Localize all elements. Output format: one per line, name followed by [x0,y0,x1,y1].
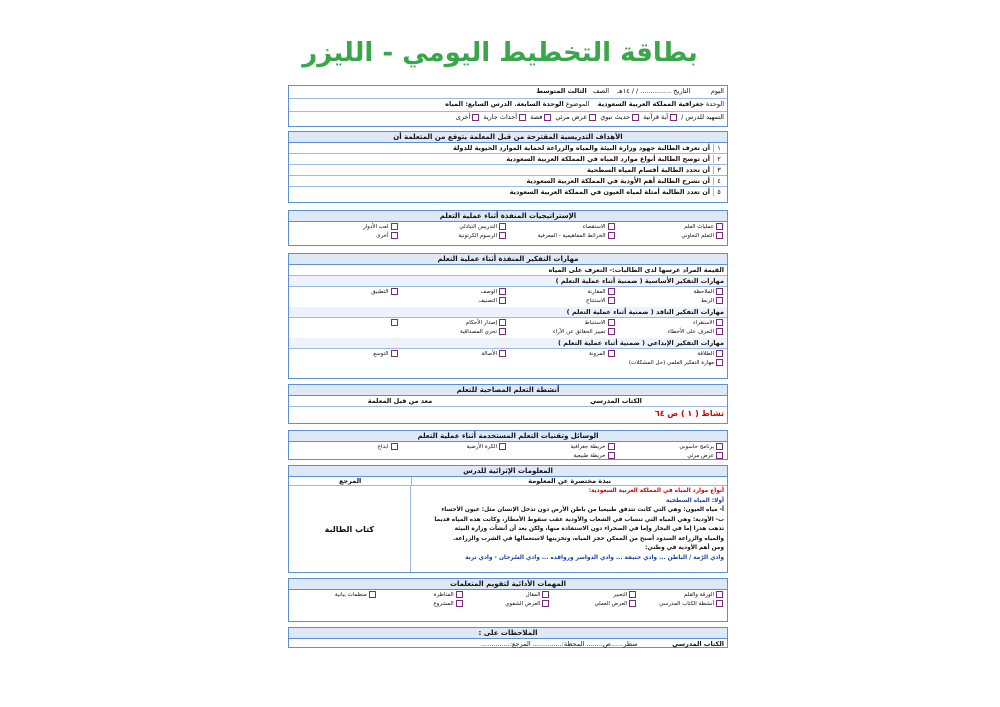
checkbox-icon[interactable] [391,443,398,450]
checkbox-icon[interactable] [499,328,506,335]
checkbox-icon[interactable] [589,114,596,121]
class-value: الثالث المتوسط [536,87,587,95]
objectives-header: الأهداف التدريسية المقترحة من قبل المعلمة يتوقع من المتعلمة أن [289,132,727,143]
skill-option[interactable]: الوصف [400,288,509,297]
checkbox-icon[interactable] [608,223,615,230]
checkbox-icon[interactable] [632,114,639,121]
skill-option[interactable]: التعرف على الأخطاء [617,328,726,337]
header-info [288,85,728,127]
skill-option[interactable]: التطبيق [291,288,400,297]
tool-option[interactable]: خريطة جغرافية [508,443,617,452]
unit-value: جغرافية المملكة العربية السعودية [597,100,704,108]
checkbox-icon[interactable] [716,288,723,295]
objective-row: ٣أن تحدد الطالبة أقسام المياه السطحية [289,165,727,176]
date-field[interactable]: التاريخ ............... / / ١٤هـ [617,87,691,95]
checkbox-icon[interactable] [542,591,549,598]
task-option[interactable]: التعبير [551,591,638,600]
checkbox-icon[interactable] [716,297,723,304]
checkbox-icon[interactable] [608,232,615,239]
objective-row: ١أن تعرف الطالبة جهود وزارة البيئة والمياه والزراعة لحماية الموارد الحيوية للدولة [289,143,727,154]
topic-label: الموضوع [565,100,590,108]
checkbox-icon[interactable] [716,591,723,598]
intro-option[interactable]: قصة [530,113,553,121]
strategy-option[interactable]: لعب الأدوار [291,223,400,232]
checkbox-icon[interactable] [544,114,551,121]
activities-col-book: الكتاب المدرسي [590,397,642,405]
strategy-option[interactable]: التعلم التعاوني [617,232,726,241]
checkbox-icon[interactable] [519,114,526,121]
checkbox-icon[interactable] [716,232,723,239]
checkbox-icon[interactable] [391,350,398,357]
objective-row: ٢أن توضح الطالبة أنواع موارد المياه في المملكة العربية السعودية [289,154,727,165]
page-title: بطاقة التخطيط اليومي - الليزر [302,38,698,68]
checkbox-icon[interactable] [499,319,506,326]
task-option[interactable]: المناظرة [378,591,465,600]
checkbox-icon[interactable] [716,223,723,230]
checkbox-icon[interactable] [499,350,506,357]
checkbox-icon[interactable] [608,452,615,459]
skill-option[interactable]: المرونة [508,350,617,359]
day-label: اليوم [710,87,724,95]
tools-header: الوسائل وتقنيات التعلم المستخدمة أثناء عملية التعلم [289,431,727,442]
notes-section [288,627,728,648]
checkbox-icon[interactable] [499,232,506,239]
checkbox-icon[interactable] [499,297,506,304]
objective-row: ٥أن تعدد الطالبة أمثلة لمياه العيون في المملكة العربية السعودية [289,187,727,197]
checkbox-icon[interactable] [716,328,723,335]
intro-option[interactable]: حديث نبوي [600,113,641,121]
strategy-option[interactable]: الخرائط المفاهيمية - المعرفية [508,232,617,241]
enrichment-header: المعلومات الإثرائية للدرس [289,466,727,477]
tasks-section [288,578,728,622]
strategy-option[interactable]: عمليات العلم [617,223,726,232]
intro-option[interactable]: آية قرآنية [643,113,679,121]
checkbox-icon[interactable] [629,591,636,598]
strategies-section [288,210,728,246]
notes-header: الملاحظات على : [289,628,727,639]
checkbox-icon[interactable] [499,223,506,230]
task-option[interactable]: المشروع [378,600,465,609]
intro-option[interactable]: أحداث جارية [483,113,528,121]
skill-option[interactable]: التوسع [291,350,400,359]
tool-option[interactable]: الكرة الأرضية [400,443,509,452]
skill-option[interactable]: تمييز الحقائق عن الآراء [508,328,617,337]
checkbox-icon[interactable] [542,600,549,607]
tasks-header: المهمات الأدائية لتقويم المتعلمات [289,579,727,590]
strategy-option[interactable]: أخرى [291,232,400,241]
unit-label: الوحدة [706,100,724,108]
tool-option[interactable]: ابداع [291,443,400,452]
basic-title: مهارات التفكير الأساسية ( ضمنية أثناء عملية التعلم ) [289,276,727,287]
checkbox-icon[interactable] [608,319,615,326]
checkbox-icon[interactable] [472,114,479,121]
checkbox-icon[interactable] [608,350,615,357]
enrichment-section [288,465,728,573]
thinking-section [288,253,728,379]
planning-card [288,85,728,648]
checkbox-icon[interactable] [391,232,398,239]
tools-section [288,430,728,460]
checkbox-icon[interactable] [608,288,615,295]
checkbox-icon[interactable] [670,114,677,121]
checkbox-icon[interactable] [499,288,506,295]
skill-option[interactable]: الاستنباط [508,319,617,328]
skill-option[interactable]: الاستقراء [617,319,726,328]
topic-value: الوحدة السابعة. الدرس السابع: المياه [445,100,564,108]
checkbox-icon[interactable] [716,350,723,357]
skill-option[interactable]: إصدار الأحكام [400,319,509,328]
class-label: الصف [592,87,610,95]
enrich-reference: كتاب الطالبة [324,524,375,534]
intro-option[interactable]: عرض مرئي [555,113,598,121]
tool-option[interactable]: عرض مرئي [617,452,726,461]
checkbox-icon[interactable] [456,591,463,598]
checkbox-icon[interactable] [716,600,723,607]
skill-option[interactable]: تحري المصداقية [400,328,509,337]
activity-value: نشاط ( ١ ) ص ٦٤ [654,409,724,418]
creative-title: مهارات التفكير الإبداعي ( ضمنية أثناء عملية التعلم ) [289,338,727,349]
checkbox-icon[interactable] [391,319,398,326]
skill-option[interactable]: الاستنتاج [508,297,617,306]
tool-option[interactable]: خريطة طبيعية [508,452,617,461]
checkbox-icon[interactable] [608,328,615,335]
activities-header: أنشطة التعلم المصاحبة للتعلم [289,385,727,396]
checkbox-icon[interactable] [716,443,723,450]
critical-title: مهارات التفكير الناقد ( ضمنية أثناء عملية التعلم ) [289,307,727,318]
enrich-col-ref: المرجع [339,477,362,485]
notes-line[interactable]: سطر......ص........ المحظة:.............. المرجع:.............. [480,640,638,648]
skill-option[interactable]: الأصالة [400,350,509,359]
checkbox-icon[interactable] [391,288,398,295]
task-option[interactable]: العرض الشفوي [465,600,552,609]
checkbox-icon[interactable] [369,591,376,598]
activities-col-teacher: معد من قبل المعلمة [367,397,433,405]
task-option[interactable]: الورقة والقلم [638,591,725,600]
checkbox-icon[interactable] [608,443,615,450]
skill-option[interactable]: الملاحظة [617,288,726,297]
checkbox-icon[interactable] [629,600,636,607]
intro-option[interactable]: أخرى [456,113,482,121]
notes-book-label: الكتاب المدرسي [672,640,724,648]
task-option[interactable]: أنشطة الكتاب المدرسي [638,600,725,609]
task-option[interactable]: العرض العملي [551,600,638,609]
checkbox-icon[interactable] [391,223,398,230]
skill-option[interactable]: الطلاقة [617,350,726,359]
checkbox-icon[interactable] [456,600,463,607]
skill-option[interactable]: مهارة التفكير العلمي (حل المشكلات) [465,359,725,368]
skill-option[interactable]: التصنيف [400,297,509,306]
checkbox-icon[interactable] [716,359,723,366]
objective-row: ٤أن تشرح الطالبة أهم الأودية في المملكة العربية السعودية [289,176,727,187]
checkbox-icon[interactable] [716,452,723,459]
strategy-option[interactable]: التدريس التبادلي [400,223,509,232]
checkbox-icon[interactable] [716,319,723,326]
thinking-header: مهارات التفكير المنفذة أثناء عملية التعلم [289,254,727,265]
activities-section [288,384,728,424]
objectives-section [288,131,728,203]
enrich-text: أنواع موارد المياه في المملكة العربية السعودية: أولا: المياه السطحية أ- مياه العيون: وهي التي كانت تتدفق طبيعيا من باطن الأرض دون تدخل الإنسان مثل: عيون الأحساء ب- الأودية: وهي المياه التي تنساب في الشعاب والأودية عقب سقوط الأمطار، وكانت هذه المياه قديما تذهب هدرا إما في البحار وإما في الصحراء دون الاستفادة منها، ولكن بعد أن أنشأت وزارة البيئة والمياه والزراعة السدود أصبح من الممكن حجز المياه، وتخزينها لاستعمالها في الشرب والزراعة. ومن أهم الأودية في وطني: وادي الرّمة / الباطن ... وادي حنيفة ... وادي الدواسر ورواقده ... وادي السّرحان - وادي تربة [410,486,727,572]
strategies-header: الإستراتيجيات المنفذة أثناء عملية التعلم [289,211,727,222]
skill-option[interactable]: المقارنة [508,288,617,297]
strategy-option[interactable]: الاستقصاء [508,223,617,232]
intro-label: التمهيد للدرس / [681,113,724,121]
skill-option[interactable]: الربط [617,297,726,306]
skill-option[interactable] [291,319,400,328]
strategy-option[interactable]: الرسوم الكرتونية [400,232,509,241]
checkbox-icon[interactable] [608,297,615,304]
tool-option[interactable]: برنامج حاسوبي [617,443,726,452]
value-line: القيمة المراد غرسها لدى الطالبات:- التعرف على المياه [289,265,727,276]
task-option[interactable]: المقال [465,591,552,600]
enrich-col-info: نبذة مختصرة عن المعلومة [411,477,727,485]
task-option[interactable]: منظمات بيانية [291,591,378,600]
checkbox-icon[interactable] [499,443,506,450]
